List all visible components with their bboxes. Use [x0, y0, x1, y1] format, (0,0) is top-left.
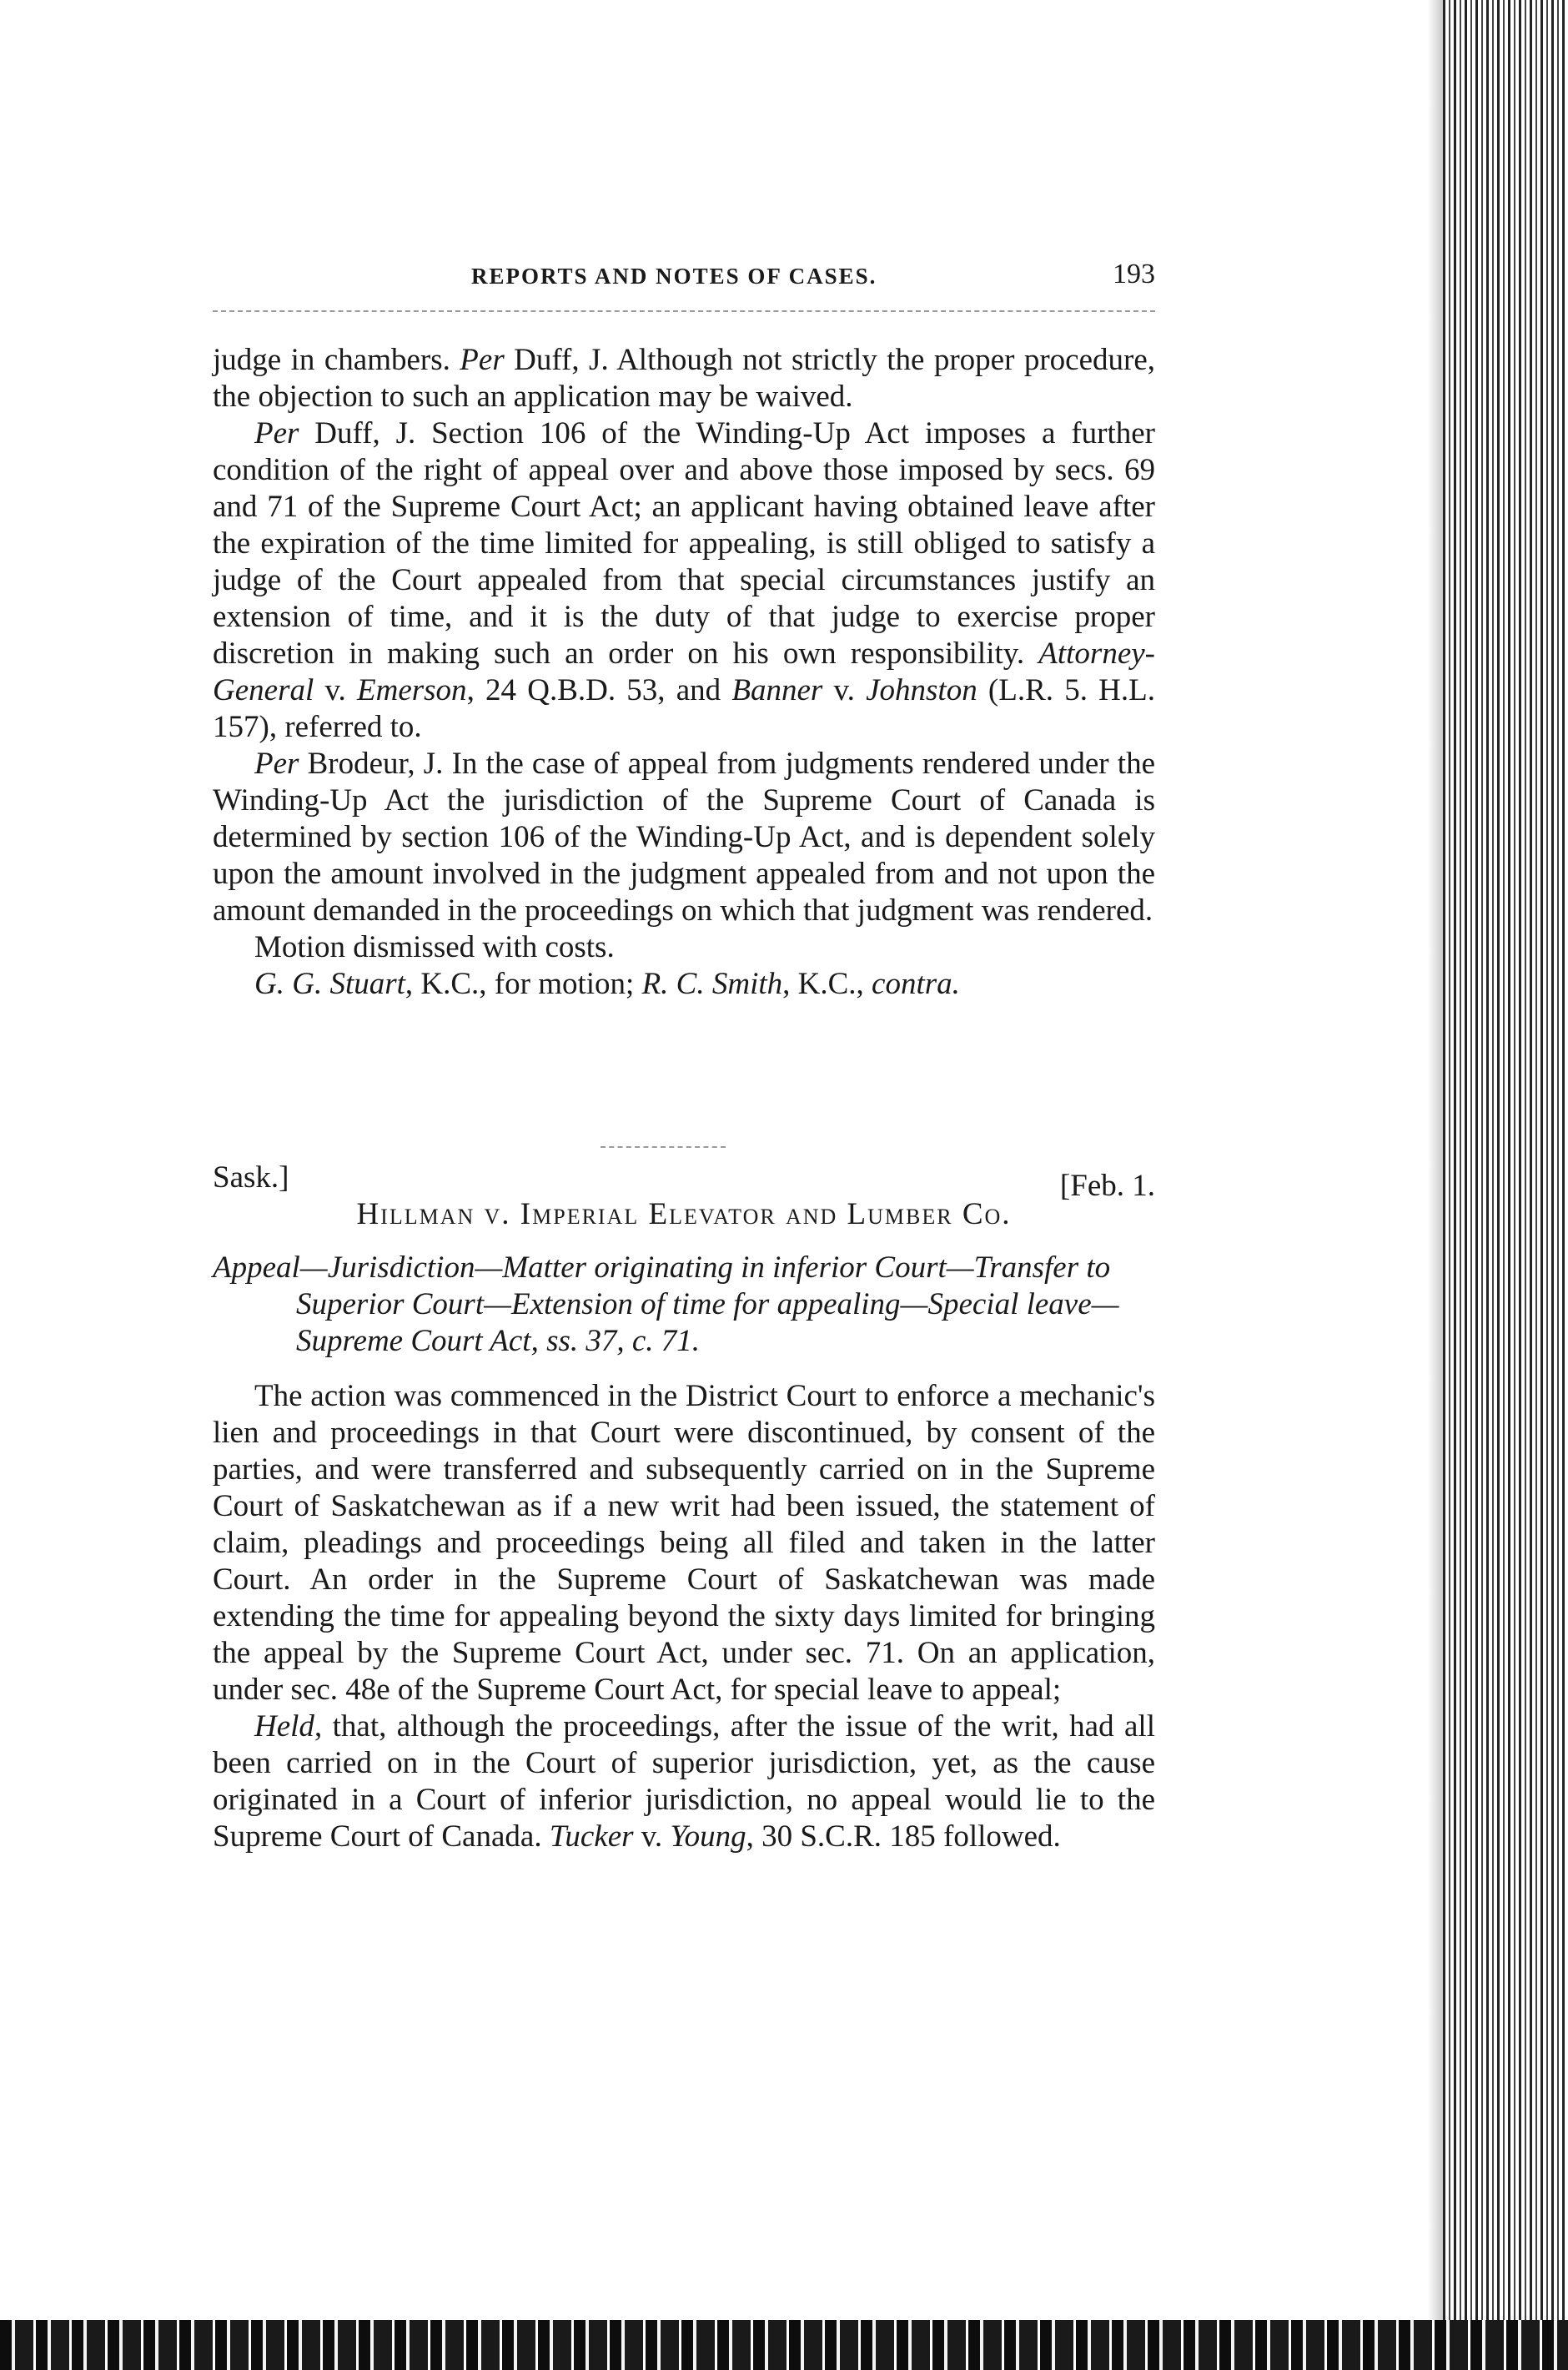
- court-name: Sask.]: [213, 1160, 289, 1195]
- page-header: [213, 257, 1155, 294]
- case-date: [Feb. 1.: [1059, 1169, 1155, 1203]
- case-court-date: [213, 1160, 1155, 1201]
- page-edge-shadow: [1428, 0, 1443, 2370]
- scan-bottom-border: [0, 2320, 1568, 2370]
- case-title: Hillman v. Imperial Elevator and Lumber Co.: [356, 1197, 1012, 1231]
- facts-paragraph: The action was commenced in the District Court to enforce a mechanic's lien and proceedings in that Court were discontinued, by consent of the parties, and were transferred and subsequently carried on in the Supreme Court of Saskatchewan as if a new writ had been issued, the statement of claim, pleadings and proceedings being all filed and taken in the latter Court. An order in the Supreme Court of Saskatchewan was made extending the time for appealing beyond the sixty days limited for bringing the appeal by the Supreme Court Act, under sec. 71. On an application, under sec. 48e of the Supreme Court Act, for special leave to appeal;: [213, 1379, 1155, 1707]
- paragraph-2: Per Duff, J. Section 106 of the Winding-Up Act imposes a further condition of the right of appeal over and above those imposed by secs. 69 and 71 of the Supreme Court Act; an applicant having obtained leave after the expiration of the time limited for appealing, is still obliged to satisfy a judge of the Court appealed from that special circumstances justify an extension of time, and it is the duty of that judge to exercise proper discretion in making such an order on his own responsibility. Attorney-General v. Emerson, 24 Q.B.D. 53, and Banner v. Johnston (L.R. 5. H.L. 157), referred to.: [213, 416, 1155, 744]
- case-body: [213, 1378, 1155, 1855]
- paragraph-3: Per Brodeur, J. In the case of appeal from judgments rendered under the Winding-Up Act the jurisdiction of the Supreme Court of Canada is determined by section 106 of the Winding-Up Act, and is dependent solely upon the amount involved in the judgment appealed from and not upon the amount demanded in the proceedings on which that judgment was rendered.: [213, 747, 1155, 928]
- header-rule: [213, 310, 1155, 312]
- catchwords: Appeal—Jurisdiction—Matter originating in inferior Court—Transfer to Superior Court—Extension of time for appealing—Special leave—Supreme Court Act, ss. 37, c. 71.: [213, 1250, 1119, 1358]
- case-separator: [601, 1146, 726, 1148]
- paragraph-1: judge in chambers. Per Duff, J. Although not strictly the proper procedure, the objection to such an application may be waived.: [213, 343, 1155, 414]
- page-number: 193: [1113, 259, 1155, 289]
- running-head: REPORTS AND NOTES OF CASES.: [471, 264, 877, 289]
- held-paragraph: Held, that, although the proceedings, after the issue of the writ, had all been carried on in the Court of superior jurisdiction, yet, as the cause originated in a Court of inferior jurisdiction, no appeal would lie to the Supreme Court of Canada. Tucker v. Young, 30 S.C.R. 185 followed.: [213, 1709, 1155, 1854]
- disposition: Motion dismissed with costs.: [254, 930, 615, 964]
- book-edge: [1443, 0, 1568, 2370]
- counsel-line: G. G. Stuart, K.C., for motion; R. C. Smith, K.C., contra.: [254, 967, 960, 1001]
- continuation-text: [213, 342, 1155, 1003]
